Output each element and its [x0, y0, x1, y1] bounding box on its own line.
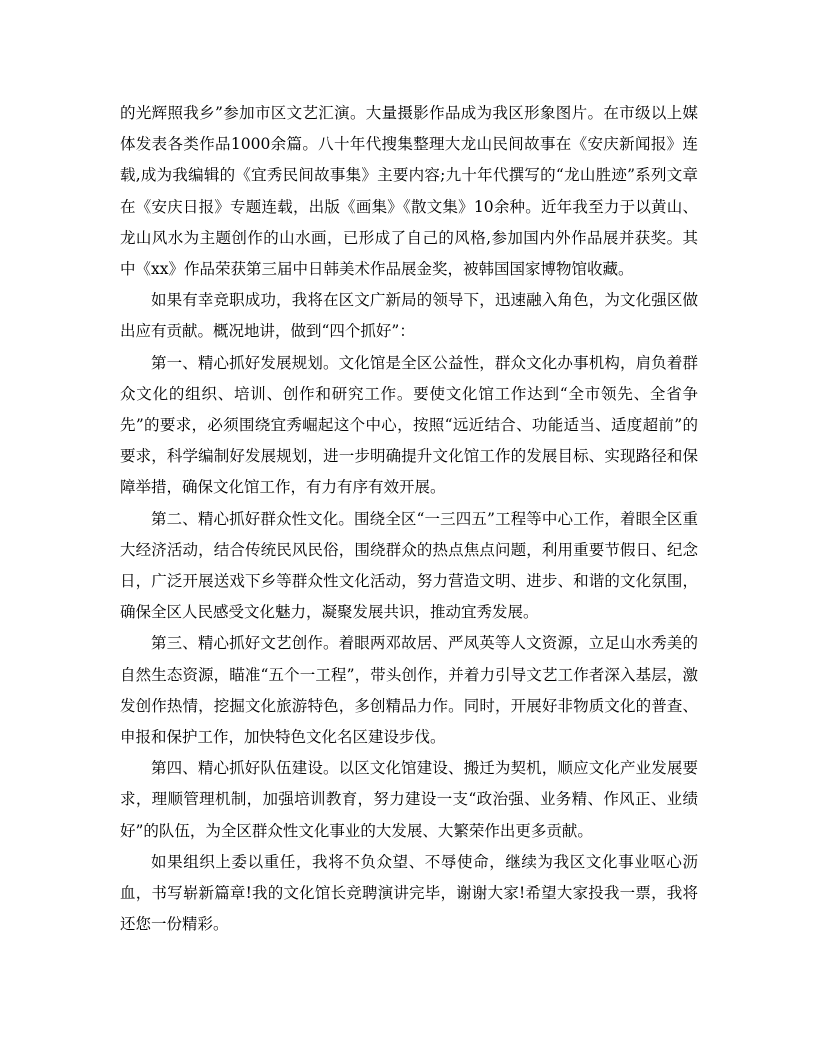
paragraph-point-1: 第一、精心抓好发展规划。文化馆是全区公益性，群众文化办事机构，肩负着群众文化的组织、培训、创作和研究工作。要使文化馆工作达到“全市领先、全省争先”的要求，必须围绕宜秀崛起这个中心，按照“远近结合、功能适当、适度超前”的要求，科学编制好发展规划，进一步明确提升文化馆工作的发展目标、实现路径和保障举措，确保文化馆工作，有力有序有效开展。 — [120, 353, 698, 497]
paragraph-point-4: 第四、精心抓好队伍建设。以区文化馆建设、搬迁为契机，顺应文化产业发展要求，理顺管理机制，加强培训教育，努力建设一支“政治强、业务精、作风正、业绩好”的队伍，为全区群众性文化事业的大发展、大繁荣作出更多贡献。 — [120, 759, 698, 840]
paragraph-point-3: 第三、精心抓好文艺创作。着眼两邓故居、严凤英等人文资源，立足山水秀美的自然生态资源，瞄准“五个一工程”，带头创作，并着力引导文艺工作者深入基层，激发创作热情，挖掘文化旅游特色，多创精品力作。同时，开展好非物质文化的普查、申报和保护工作，加快特色文化名区建设步伐。 — [120, 634, 698, 747]
paragraph-intro: 如果有幸竞职成功，我将在区文广新局的领导下，迅速融入角色，为文化强区做出应有贡献。概况地讲，做到“四个抓好”： — [120, 291, 698, 341]
paragraph-point-2: 第二、精心抓好群众性文化。围绕全区“一三四五”工程等中心工作，着眼全区重大经济活动，结合传统民风民俗，围绕群众的热点焦点问题，利用重要节假日、纪念日，广泛开展送戏下乡等群众性文化活动，努力营造文明、进步、和谐的文化氛围，确保全区人民感受文化魅力，凝聚发展共识，推动宜秀发展。 — [120, 509, 698, 622]
paragraph-continuation: 的光辉照我乡”参加市区文艺汇演。大量摄影作品成为我区形象图片。在市级以上媒体发表各类作品1000余篇。八十年代搜集整理大龙山民间故事在《安庆新闻报》连载,成为我编辑的《宜秀民间故事集》主要内容;九十年代撰写的“龙山胜迹”系列文章在《安庆日报》专题连载，出版《画集》《散文集》10余种。近年我至力于以黄山、龙山风水为主题创作的山水画，已形成了自己的风格,参加国内外作品展并获奖。其中《xx》作品荣获第三届中日韩美术作品展金奖，被韩国国家博物馆收藏。 — [120, 104, 698, 279]
document-body — [120, 98, 698, 940]
paragraph-closing: 如果组织上委以重任，我将不负众望、不辱使命，继续为我区文化事业呕心沥血，书写崭新篇章!我的文化馆长竞聘演讲完毕，谢谢大家!希望大家投我一票，我将还您一份精彩。 — [120, 852, 698, 934]
